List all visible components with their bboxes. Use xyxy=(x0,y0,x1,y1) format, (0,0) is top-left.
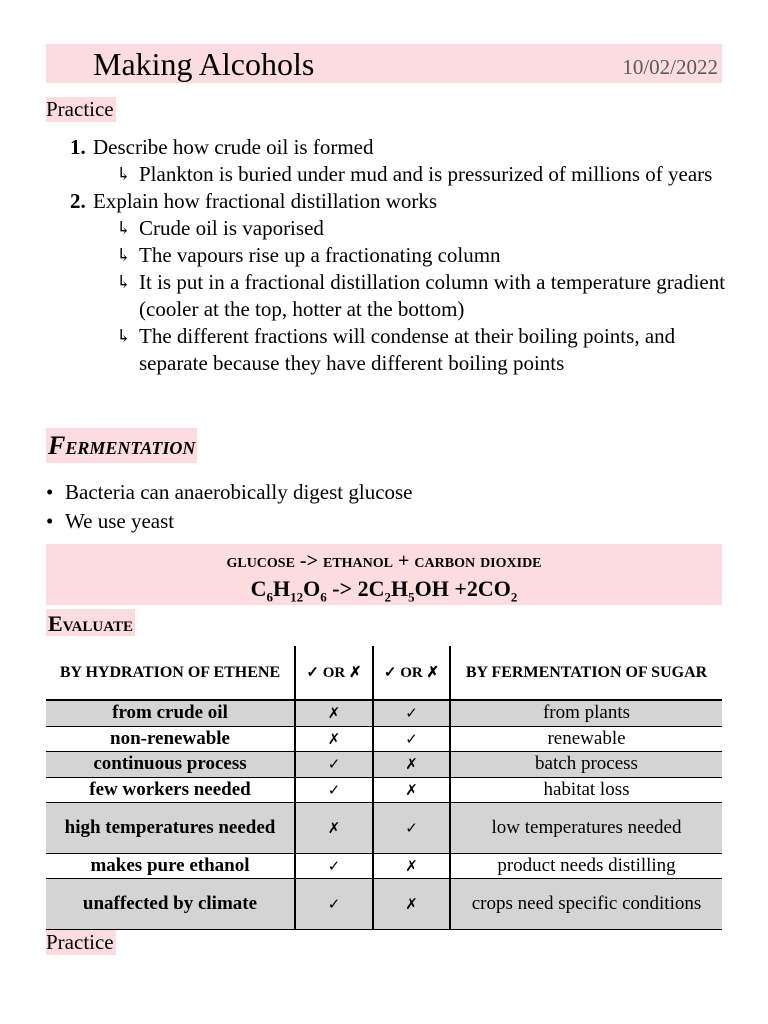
mark-cell: ✗ xyxy=(373,777,450,802)
question-2 xyxy=(70,188,730,215)
evaluate-heading: Evaluate xyxy=(48,611,133,636)
fermentation-cell: batch process xyxy=(450,751,722,777)
hydration-cell: continuous process xyxy=(46,751,295,777)
fermentation-cell: crops need specific conditions xyxy=(450,878,722,929)
answer-arrow-icon: ↳ xyxy=(116,164,132,184)
page-title: Making Alcohols xyxy=(93,46,315,82)
column-header-fermentation: BY FERMENTATION OF SUGAR xyxy=(450,646,722,700)
word-equation: glucose -> ethanol + carbon dioxide xyxy=(226,550,542,572)
bullet-dot-icon: • xyxy=(46,509,54,533)
mark-cell: ✓ xyxy=(373,726,450,751)
fermentation-cell: renewable xyxy=(450,726,722,751)
fermentation-cell: low temperatures needed xyxy=(450,802,722,853)
mark-cell: ✗ xyxy=(373,751,450,777)
mark-cell: ✗ xyxy=(295,700,373,726)
table-row xyxy=(46,777,722,802)
question-number: 2. xyxy=(70,189,86,213)
mark-cell: ✗ xyxy=(373,878,450,929)
equation-box xyxy=(46,544,722,605)
mark-cell: ✗ xyxy=(295,802,373,853)
answer-arrow-icon: ↳ xyxy=(116,218,132,238)
column-header-mark: ✓ OR ✗ xyxy=(295,646,373,700)
answer-item xyxy=(70,323,730,377)
comparison-table xyxy=(46,646,722,930)
table-row xyxy=(46,751,722,777)
mark-cell: ✓ xyxy=(295,853,373,878)
answer-item xyxy=(70,215,730,242)
fermentation-heading: Fermentation xyxy=(46,428,197,463)
bullet-item xyxy=(46,507,706,536)
hydration-cell: few workers needed xyxy=(46,777,295,802)
fermentation-cell: from plants xyxy=(450,700,722,726)
mark-cell: ✓ xyxy=(373,700,450,726)
question-number: 1. xyxy=(70,135,86,159)
answer-item xyxy=(70,242,730,269)
page-date: 10/02/2022 xyxy=(622,55,718,79)
title-bar xyxy=(46,44,722,83)
answer-text: It is put in a fractional distillation column with a temperature gradient (cooler at the top, hotter at the bottom) xyxy=(139,270,726,321)
practice-label-bottom: Practice xyxy=(46,930,114,954)
mark-cell: ✓ xyxy=(373,802,450,853)
question-list xyxy=(70,134,730,377)
table-row xyxy=(46,802,722,853)
mark-cell: ✓ xyxy=(295,777,373,802)
mark-cell: ✓ xyxy=(295,751,373,777)
answer-text: The vapours rise up a fractionating column xyxy=(139,243,501,267)
question-1 xyxy=(70,134,730,161)
mark-cell: ✓ xyxy=(295,878,373,929)
mark-cell: ✗ xyxy=(295,726,373,751)
question-text: Explain how fractional distillation works xyxy=(93,189,438,213)
table-row xyxy=(46,853,722,878)
table-row xyxy=(46,700,722,726)
hydration-cell: makes pure ethanol xyxy=(46,853,295,878)
bullet-text: Bacteria can anaerobically digest glucose xyxy=(65,480,413,504)
table-row xyxy=(46,726,722,751)
answer-text: The different fractions will condense at their boiling points, and separate because they have different boiling points xyxy=(139,324,676,375)
answer-item xyxy=(70,161,730,188)
fermentation-cell: habitat loss xyxy=(450,777,722,802)
symbol-equation: $C_6H_{12}O_6 -> 2C_2H_5OH +2CO_2$ xyxy=(250,576,518,605)
answer-arrow-icon: ↳ xyxy=(116,245,132,265)
answer-text: Plankton is buried under mud and is pressurized of millions of years xyxy=(139,162,713,186)
fermentation-cell: product needs distilling xyxy=(450,853,722,878)
hydration-cell: from crude oil xyxy=(46,700,295,726)
answer-text: Crude oil is vaporised xyxy=(139,216,324,240)
hydration-cell: high temperatures needed xyxy=(46,802,295,853)
practice-label-top: Practice xyxy=(46,97,114,121)
bullet-text: We use yeast xyxy=(65,509,175,533)
question-text: Describe how crude oil is formed xyxy=(93,135,374,159)
hydration-cell: non-renewable xyxy=(46,726,295,751)
bullet-dot-icon: • xyxy=(46,480,54,504)
mark-cell: ✗ xyxy=(373,853,450,878)
answer-arrow-icon: ↳ xyxy=(116,326,132,346)
answer-arrow-icon: ↳ xyxy=(116,272,132,292)
hydration-cell: unaffected by climate xyxy=(46,878,295,929)
bullet-item xyxy=(46,478,706,507)
column-header-mark: ✓ OR ✗ xyxy=(373,646,450,700)
table-header-row xyxy=(46,646,722,700)
answer-item xyxy=(70,269,730,323)
table-row xyxy=(46,878,722,929)
column-header-hydration: BY HYDRATION OF ETHENE xyxy=(46,646,295,700)
fermentation-bullets xyxy=(46,478,706,536)
